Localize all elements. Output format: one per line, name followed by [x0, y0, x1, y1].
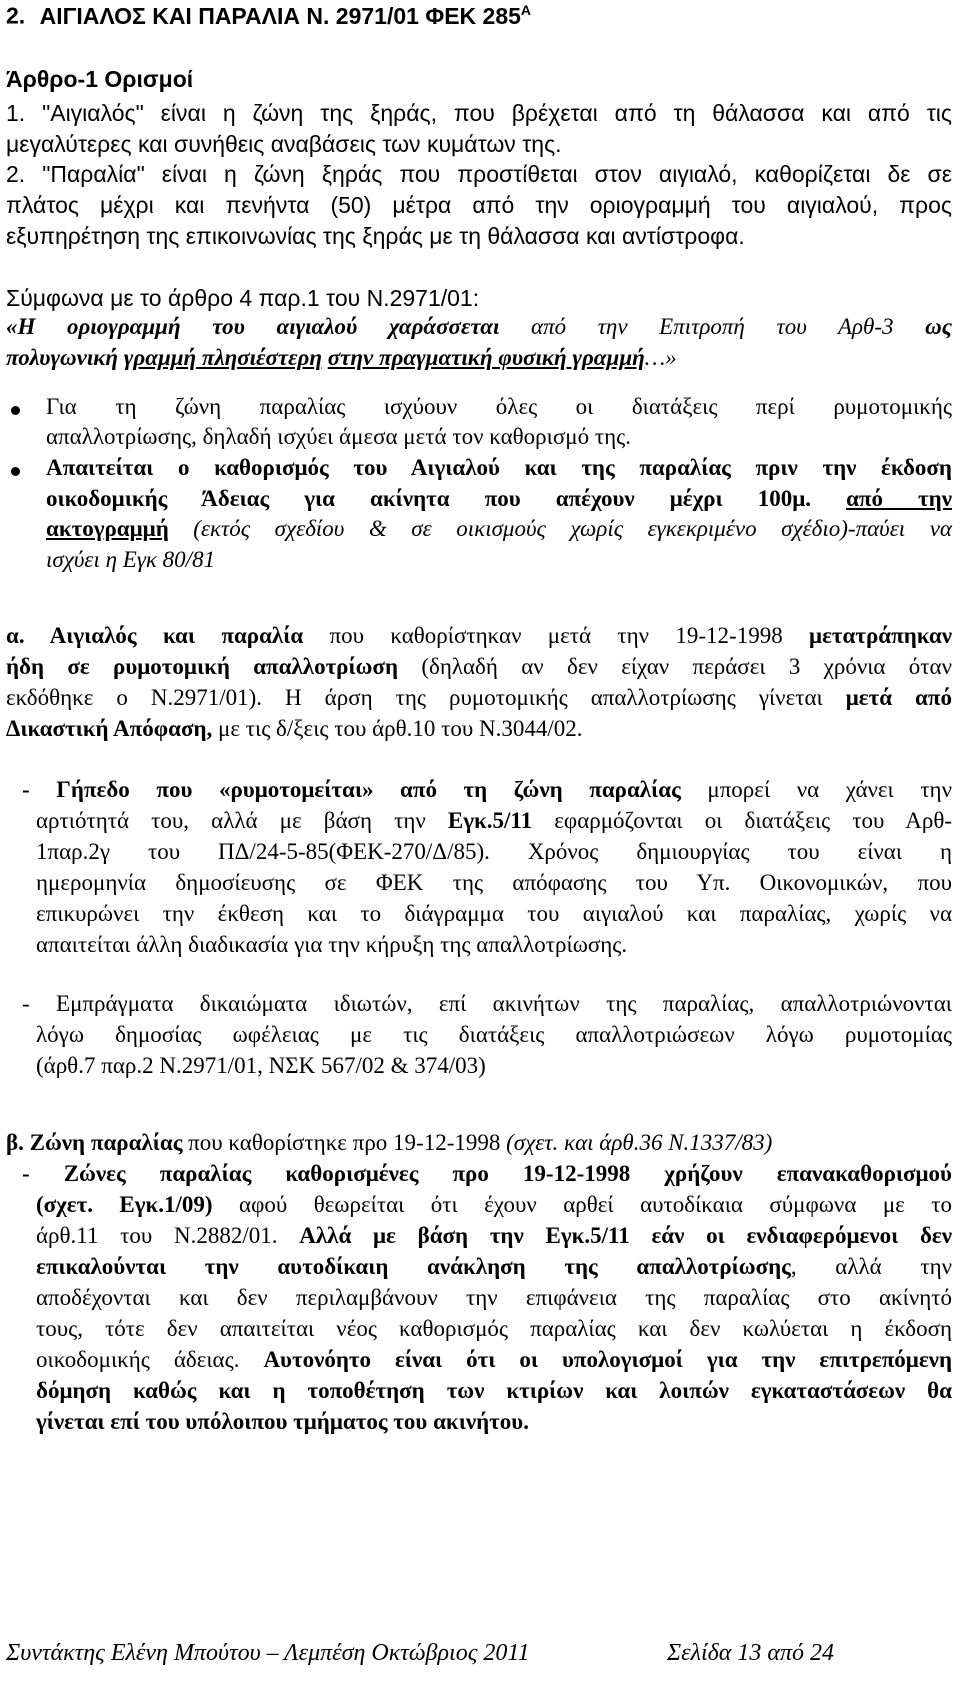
- dash1-line-1: [22, 777, 952, 803]
- section-b-4a: άρθ.11 του Ν.2882/01.: [36, 1223, 300, 1248]
- footer-author: Συντάκτης Ελένη Μπούτου – Λεμπέση Οκτώβριος 2011: [6, 1640, 530, 1666]
- bullet-2-bold: οικοδομικής Άδειας για ακίνητα που απέχουν μέχρι 100μ.: [46, 486, 811, 511]
- bullet-2-line-4: ισχύει η Εγκ 80/81: [46, 547, 216, 572]
- definition-1-line-1: 1. "Αιγιαλός" είναι η ζώνη της ξηράς, που βρέχεται από τη θάλασσα και από τις: [6, 100, 952, 126]
- section-b-1c: (σχετ. και άρθ.36 Ν.1337/83): [506, 1130, 773, 1155]
- dash1-line-6: απαιτείται άλλη διαδικασία για την κήρυξη της απαλλοτρίωσης.: [36, 932, 628, 957]
- definition-1-line-2: μεγαλύτερες και συνήθεις αναβάσεις των κυμάτων της.: [6, 131, 562, 157]
- dash2-line-2: λόγω δημοσίας ωφέλειας με τις διατάξεις απαλλοτριώσεων λόγω ρυμοτομίας: [36, 1022, 952, 1047]
- bullet-2-underline: από την: [846, 486, 952, 511]
- section-a-1a: α. Αιγιαλός και παραλία: [6, 623, 304, 648]
- section-a-line-1: [6, 623, 952, 649]
- quote-bold-c: ως: [925, 314, 952, 339]
- section-a-4a: Δικαστική Απόφαση,: [6, 716, 213, 741]
- section-a-1c: μετατράπηκαν: [809, 623, 952, 648]
- section-b-line-10: γίνεται επί του υπόλοιπου τμήματος του ακινήτου.: [36, 1409, 529, 1434]
- section-a-line-2: [6, 654, 952, 680]
- quote-line-2: [6, 345, 960, 371]
- dash2-line-3: (άρθ.7 παρ.2 Ν.2971/01, ΝΣΚ 567/02 & 374/03): [36, 1053, 486, 1078]
- section-b-5a: επικαλούνται την αυτοδίκαιη ανάκληση της απαλλοτρίωσης: [36, 1254, 791, 1279]
- according-line: Σύμφωνα με το άρθρο 4 παρ.1 του Ν.2971/01:: [6, 285, 480, 311]
- article-title: Άρθρο-1 Ορισμοί: [6, 66, 194, 92]
- section-b-line-5: [36, 1254, 952, 1280]
- section-b-line-7: τους, τότε δεν απαιτείται νέος καθορισμός παραλίας και δεν κωλύεται η έκδοση: [36, 1316, 952, 1341]
- dash1-line-5: επικυρώνει την έκθεση και το διάγραμμα του αιγιαλού και παραλίας, χωρίς να: [36, 901, 952, 926]
- dash1-1a: - Γήπεδο που «ρυμοτομείται» από τη ζώνη παραλίας: [22, 777, 681, 802]
- bullet-1-line-2: απαλλοτρίωσης, δηλαδή ισχύει άμεσα μετά τον καθορισμό της.: [46, 424, 631, 449]
- section-a-4b: με τις δ/ξεις του άρθ.10 του Ν.3044/02.: [212, 716, 583, 741]
- section-b-line-4: [36, 1223, 952, 1249]
- section-b-5b: , αλλά την: [790, 1254, 952, 1279]
- section-b-line-9: δόμηση καθώς και η τοποθέτηση των κτιρίων και λοιπών εγκαταστάσεων θα: [36, 1378, 952, 1403]
- bullet-2-line-3: [46, 516, 952, 542]
- quote-2e: …»: [644, 345, 677, 370]
- section-b-line-3: [36, 1192, 952, 1218]
- section-a-line-3: [6, 685, 952, 711]
- section-a-3b: μετά από: [845, 685, 952, 710]
- section-a-2a: ήδη σε ρυμοτομική απαλλοτρίωση: [6, 654, 399, 679]
- dash2-line-1: - Εμπράγματα δικαιώματα ιδιωτών, επί ακινήτων της παραλίας, απαλλοτριώνονται: [22, 991, 952, 1016]
- heading-number: 2.: [6, 2, 26, 29]
- section-b-3b: αφού θεωρείται ότι έχουν αρθεί αυτοδίκαια σύμφωνα με το: [212, 1192, 952, 1217]
- section-b-4b: Αλλά με βάση την Εγκ.5/11 εάν οι ενδιαφερόμενοι δεν: [299, 1223, 952, 1248]
- quote-2b: γραμμή πλησιέστερη: [123, 345, 323, 370]
- heading-superscript: Α: [520, 2, 532, 18]
- quote-italic-b: από την Επιτροπή του Αρθ-3: [499, 314, 926, 339]
- quote-line-1: [6, 314, 952, 340]
- section-b-3a: (σχετ. Εγκ.1/09): [36, 1192, 213, 1217]
- section-b-1a: β. Ζώνη παραλίας: [6, 1130, 183, 1155]
- section-heading: [6, 2, 960, 30]
- section-b-line-6: αποδέχονται και δεν περιλαμβάνουν την επιφάνεια της παραλίας στο ακίνητό: [36, 1285, 952, 1310]
- definition-2-line-3: εξυπηρέτηση της επικοινωνίας της ξηράς με τη θάλασσα και αντίστροφα.: [6, 223, 745, 249]
- bullet-icon: [11, 406, 20, 415]
- section-b-1b: που καθορίστηκε προ 19-12-1998: [182, 1130, 507, 1155]
- section-b-8b: Αυτονόητο είναι ότι οι υπολογισμοί για την επιτρεπόμενη: [263, 1347, 953, 1372]
- heading-title: ΑΙΓΙΑΛΟΣ ΚΑΙ ΠΑΡΑΛΙΑ Ν. 2971/01 ΦΕΚ 285: [39, 2, 521, 29]
- section-a-1b: που καθορίστηκαν μετά την 19-12-1998: [303, 623, 810, 648]
- bullet-2-coastline: ακτογραμμή: [46, 516, 169, 541]
- dash1-2b: Εγκ.5/11: [447, 808, 533, 833]
- bullet-icon: [11, 467, 20, 476]
- bullet-1-line-1: Για τη ζώνη παραλίας ισχύουν όλες οι διατάξεις περί ρυμοτομικής: [46, 394, 952, 419]
- dash1-line-4: ημερομηνία δημοσίευσης σε ΦΕΚ της απόφασης του Υπ. Οικονομικών, που: [36, 870, 952, 895]
- dash1-2c: εφαρμόζονται οι διατάξεις του Αρθ-: [532, 808, 952, 833]
- quote-2a: πολυγωνική: [6, 345, 124, 370]
- dash1-line-2: [36, 808, 952, 834]
- section-a-3a: εκδόθηκε ο Ν.2971/01). Η άρση της ρυμοτομικής απαλλοτρίωσης γίνεται: [6, 685, 846, 710]
- quote-2d: στην πραγματική φυσική γραμμή: [327, 345, 645, 370]
- footer-page-number: Σελίδα 13 από 24: [666, 1640, 834, 1666]
- section-b-8a: οικοδομικής άδειας.: [36, 1347, 264, 1372]
- definition-2-line-1: 2. "Παραλία" είναι η ζώνη ξηράς που προστίθεται στον αιγιαλό, καθορίζεται δε σε: [6, 161, 952, 187]
- section-b-line-2: - Ζώνες παραλίας καθορισμένες προ 19-12-1998 χρήζουν επανακαθορισμού: [22, 1161, 952, 1186]
- dash1-1b: μπορεί να χάνει την: [680, 777, 952, 802]
- definition-2-line-2: πλάτος μέχρι και πενήντα (50) μέτρα από την οριογραμμή του αιγιαλού, προς: [6, 192, 952, 218]
- bullet-2-line-2: [46, 486, 952, 512]
- section-a-line-4: [6, 716, 960, 742]
- quote-bold-a: «Η οριογραμμή του αιγιαλού χαράσσεται: [6, 314, 500, 339]
- bullet-2-italic: (εκτός σχεδίου & σε οικισμούς χωρίς εγκεκριμένο σχέδιο)-παύει να: [168, 516, 952, 541]
- section-a-2b: (δηλαδή αν δεν είχαν περάσει 3 χρόνια όταν: [398, 654, 952, 679]
- section-b-line-1: [6, 1130, 960, 1156]
- dash1-line-3: 1παρ.2γ του ΠΔ/24-5-85(ΦΕΚ-270/Δ/85). Χρόνος δημιουργίας του είναι η: [36, 839, 952, 864]
- section-b-line-8: [36, 1347, 952, 1373]
- bullet-2-line-1: Απαιτείται ο καθορισμός του Αιγιαλού και της παραλίας πριν την έκδοση: [46, 455, 952, 480]
- dash1-2a: αρτιότητά του, αλλά με βάση την: [36, 808, 448, 833]
